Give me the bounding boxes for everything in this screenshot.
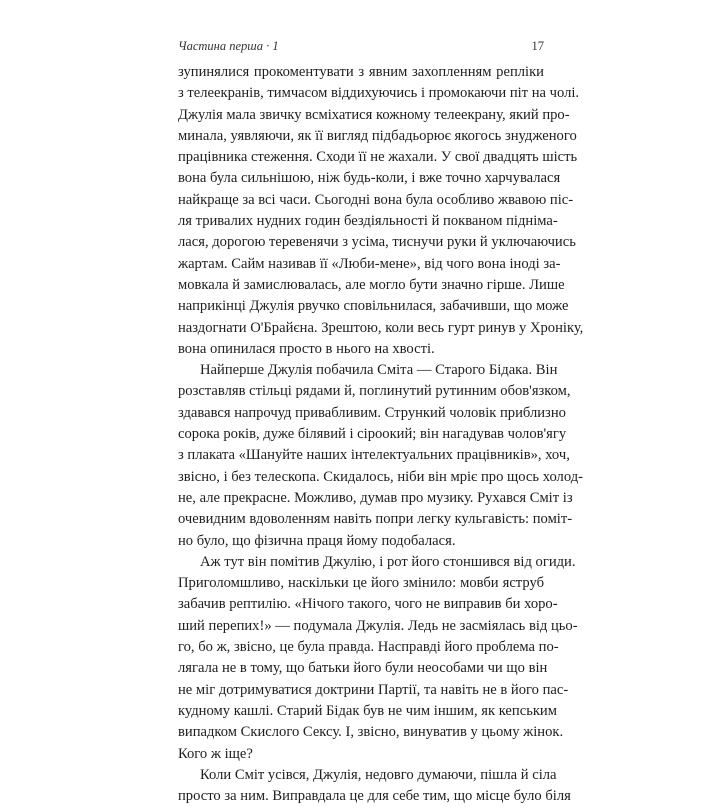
text-line: лася, дорогою теревенячи з усіма, тиснучи руки й уключаючись	[178, 234, 576, 251]
text-line: мовкала й замислювалась, але могло бути значно гірше. Лише	[178, 276, 565, 293]
paragraph	[178, 765, 571, 807]
text-line: найкраще за всі часи. Сьогодні вона була особливо жвавою піс-	[178, 191, 574, 208]
text-line: зупинялися прокоментувати з явним захопленням репліки	[178, 64, 544, 80]
text-line: Найперше Джулія побачила Сміта — Старого Бідака. Він	[200, 362, 558, 379]
text-line: розставляв стільці рядами й, поглинутий рутинним обов'язком,	[178, 383, 571, 400]
text-line: минала, уявляючи, як її вигляд підбадьорює якогось знудженого	[178, 127, 577, 144]
running-head	[178, 36, 544, 56]
text-line: з телеекранів, тимчасом віддихуючись і промокаючи піт на чолі.	[178, 85, 580, 102]
text-line: вона опинилася просто в нього на хвості.	[178, 340, 435, 357]
text-line: забачив рептилію. «Нічого такого, чого не виправив би хоро-	[178, 596, 558, 613]
text-line: не, але прекрасне. Можливо, думав про музику. Рухався Сміт із	[178, 489, 573, 506]
page-number: 17	[531, 38, 544, 53]
text-line: лягала не в тому, що батьки його були неособами чи що він	[178, 660, 548, 677]
text-line: жартам. Сайм називав її «Люби-мене», від чого вона іноді за-	[178, 255, 561, 272]
paragraph	[178, 360, 583, 552]
text-line: не міг дотримуватися доктрини Партії, та навіть не в його пас-	[178, 681, 569, 698]
paragraph	[178, 552, 578, 765]
text-line: очевидним вдоволенням навіть попри легку кульгавість: поміт-	[178, 511, 573, 528]
text-line: ля тривалих нудних годин бездіяльності й покваном підніма-	[178, 213, 558, 230]
body-text	[178, 62, 584, 807]
text-line: випадком Скислого Сексу. І, звісно, винуватив у цьому жінок.	[178, 724, 564, 741]
text-line: Коли Сміт усівся, Джулія, недовго думаючи, пішла й сіла	[200, 766, 557, 783]
text-line: Джулія мала звичку всміхатися кожному телеекрану, який про-	[178, 106, 570, 123]
text-line: наздогнати О'Брайєна. Зрештою, коли весь гурт ринув у Хроніку,	[178, 319, 584, 336]
section-title: Частина перша · 1	[178, 38, 279, 53]
text-line: здавався напрочуд привабливим. Стрункий чоловік приблизно	[178, 404, 566, 421]
text-line: ший перепих!» — подумала Джулія. Ледь не засміялась від цьо-	[178, 617, 578, 634]
text-line: го, бо ж, звісно, це була правда. Насправді його проблема по-	[178, 639, 559, 656]
text-line: Приголомшливо, наскільки це його змінило: мовби яструб	[178, 575, 544, 592]
text-line: наприкінці Джулія рвучко сповільнилася, забачивши, що може	[178, 298, 569, 315]
text-line: но було, що фізична праця йому подобалася.	[178, 532, 456, 549]
text-line: Кого ж іще?	[178, 745, 253, 762]
text-line: сорока років, дуже білявий і сіроокий; він нагадував чолов'ягу	[178, 426, 567, 443]
text-line: Аж тут він помітив Джулію, і рот його стоншився від огиди.	[200, 553, 576, 570]
text-line: працівника стеження. Сходи її не жахали. У свої двадцять шість	[178, 149, 578, 166]
text-line: вона була сильнішою, ніж будь-коли, і вже точно харчувалася	[178, 170, 561, 187]
text-line: кудному кашлі. Старий Бідак був не чим іншим, як кепським	[178, 702, 557, 719]
text-line: звісно, і без телескопа. Скидалось, ніби він мріє про щось холод-	[178, 468, 583, 485]
paragraph	[178, 62, 584, 360]
text-line: з плаката «Шануйте наших інтелектуальних працівників», хоч,	[178, 447, 570, 464]
text-line: просто за ним. Виправдала це для себе тим, що місце було біля	[178, 788, 571, 805]
